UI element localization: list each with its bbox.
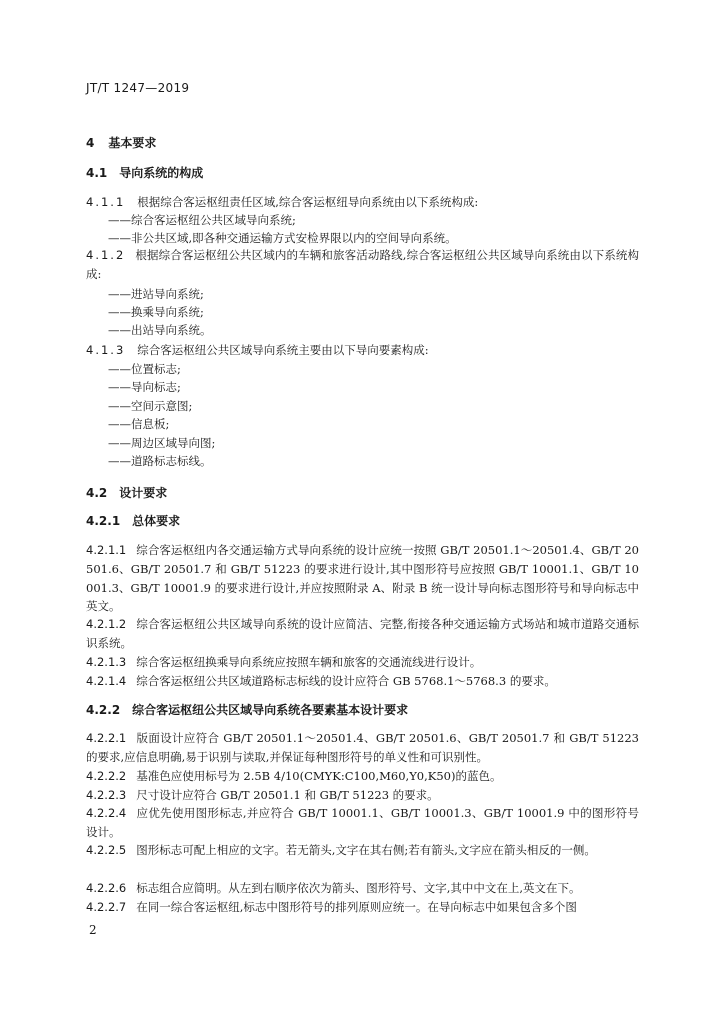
section-number: 4.2.2: [86, 703, 121, 717]
clause-number: 4.1.2: [86, 248, 126, 262]
section-title: 总体要求: [132, 514, 181, 528]
clause-text: 基准色应使用标号为 2.5B 4/10(CMYK:C100,M60,Y0,K50)的蓝色。: [136, 769, 502, 783]
clause-text: 综合客运枢纽换乘导向系统应按照车辆和旅客的交通流线进行设计。: [136, 655, 482, 669]
clause-number: 4.2.2.1: [86, 731, 127, 745]
page-number: 2: [89, 923, 97, 937]
section-4-2-2-heading: [86, 701, 408, 718]
clause-number: 4.2.1.4: [86, 674, 127, 688]
clause-4-1-2: [86, 246, 639, 284]
clause-number: 4.1.1: [86, 195, 126, 209]
section-title: 导向系统的构成: [119, 166, 204, 180]
clause-4-2-1-1: [86, 541, 639, 616]
clause-number: 4.2.1.2: [86, 617, 127, 631]
list-item: ——信息板;: [108, 417, 170, 431]
clause-text: 图形标志可配上相应的文字。若无箭头,文字在其右侧;若有箭头,文字应在箭头相反的一侧。: [136, 843, 596, 857]
clause-text: 根据综合客运枢纽公共区域内的车辆和旅客活动路线,综合客运枢纽公共区域导向系统由以下系统构成:: [86, 248, 639, 281]
section-number: 4.2: [86, 486, 108, 500]
clause-number: 4.2.2.4: [86, 806, 127, 820]
list-item: ——非公共区域,即各种交通运输方式安检界限以内的空间导向系统。: [108, 231, 457, 245]
section-title: 基本要求: [108, 136, 157, 150]
section-number: 4: [86, 136, 95, 150]
list-item: ——导向标志;: [108, 380, 181, 394]
list-item: ——位置标志;: [108, 362, 181, 376]
clause-number: 4.2.2.2: [86, 769, 127, 783]
clause-number: 4.2.2.3: [86, 788, 127, 802]
clause-4-2-1-3: [86, 653, 481, 672]
clause-4-2-2-6: [86, 879, 581, 898]
section-number: 4.2.1: [86, 514, 121, 528]
list-item: ——换乘导向系统;: [108, 305, 204, 319]
clause-4-2-1-4: [86, 672, 556, 691]
section-4-2-heading: [86, 484, 167, 501]
clause-number: 4.2.1.1: [86, 543, 127, 557]
clause-4-2-2-3: [86, 786, 439, 805]
clause-4-2-2-5: [86, 841, 639, 860]
clause-number: 4.2.1.3: [86, 655, 127, 669]
clause-4-2-2-1: [86, 729, 639, 767]
clause-4-1-1: [86, 193, 478, 212]
clause-text: 综合客运枢纽公共区域导向系统的设计应简洁、完整,衔接各种交通运输方式场站和城市道路交通标识系统。: [86, 617, 639, 650]
clause-text: 标志组合应简明。从左到右顺序依次为箭头、图形符号、文字,其中中文在上,英文在下。: [136, 881, 581, 895]
list-item: ——进站导向系统;: [108, 287, 204, 301]
list-item: ——出站导向系统。: [108, 323, 212, 337]
list-item: ——综合客运枢纽公共区域导向系统;: [108, 213, 296, 227]
clause-number: 4.2.2.7: [86, 900, 127, 914]
section-title: 设计要求: [119, 486, 168, 500]
clause-text: 综合客运枢纽内各交通运输方式导向系统的设计应统一按照 GB/T 20501.1～20501.4、GB/T 20501.6、GB/T 20501.7 和 GB/T 51223 的要求进行设计,其中图形符号应按照 GB/T 10001.1、GB/T 10001.3、GB/T 10001.9 的要求进行设计,并应按照附录 A、附录 B 统一设计导向标志图形符号和导向标志中英文。: [86, 543, 639, 614]
section-number: 4.1: [86, 166, 108, 180]
clause-number: 4.1.3: [86, 343, 126, 357]
clause-text: 尺寸设计应符合 GB/T 20501.1 和 GB/T 51223 的要求。: [136, 788, 439, 802]
list-item: ——道路标志标线。: [108, 454, 212, 468]
list-item: ——周边区域导向图;: [108, 436, 216, 450]
standard-code: JT/T 1247—2019: [86, 81, 190, 95]
clause-4-2-2-2: [86, 767, 501, 786]
clause-text: 根据综合客运枢纽责任区域,综合客运枢纽导向系统由以下系统构成:: [137, 195, 479, 209]
clause-number: 4.2.2.6: [86, 881, 127, 895]
clause-4-2-2-4: [86, 804, 639, 842]
clause-text: 综合客运枢纽公共区域道路标志标线的设计应符合 GB 5768.1～5768.3 的要求。: [136, 674, 556, 688]
clause-number: 4.2.2.5: [86, 843, 127, 857]
clause-4-1-3: [86, 341, 429, 360]
section-4-1-heading: [86, 164, 203, 181]
clause-4-2-2-7: [86, 898, 577, 917]
clause-text: 版面设计应符合 GB/T 20501.1～20501.4、GB/T 20501.6、GB/T 20501.7 和 GB/T 51223 的要求,应信息明确,易于识别与读取,并保证每种图形符号的单义性和可识别性。: [86, 731, 639, 764]
clause-text: 综合客运枢纽公共区域导向系统主要由以下导向要素构成:: [137, 343, 429, 357]
section-title: 综合客运枢纽公共区域导向系统各要素基本设计要求: [132, 703, 409, 717]
clause-4-2-1-2: [86, 615, 639, 653]
list-item: ——空间示意图;: [108, 399, 193, 413]
section-4-heading: [86, 134, 156, 151]
clause-text: 在同一综合客运枢纽,标志中图形符号的排列原则应统一。在导向标志中如果包含多个图: [136, 900, 577, 914]
section-4-2-1-heading: [86, 512, 180, 529]
clause-text: 应优先使用图形标志,并应符合 GB/T 10001.1、GB/T 10001.3、GB/T 10001.9 中的图形符号设计。: [86, 806, 639, 839]
